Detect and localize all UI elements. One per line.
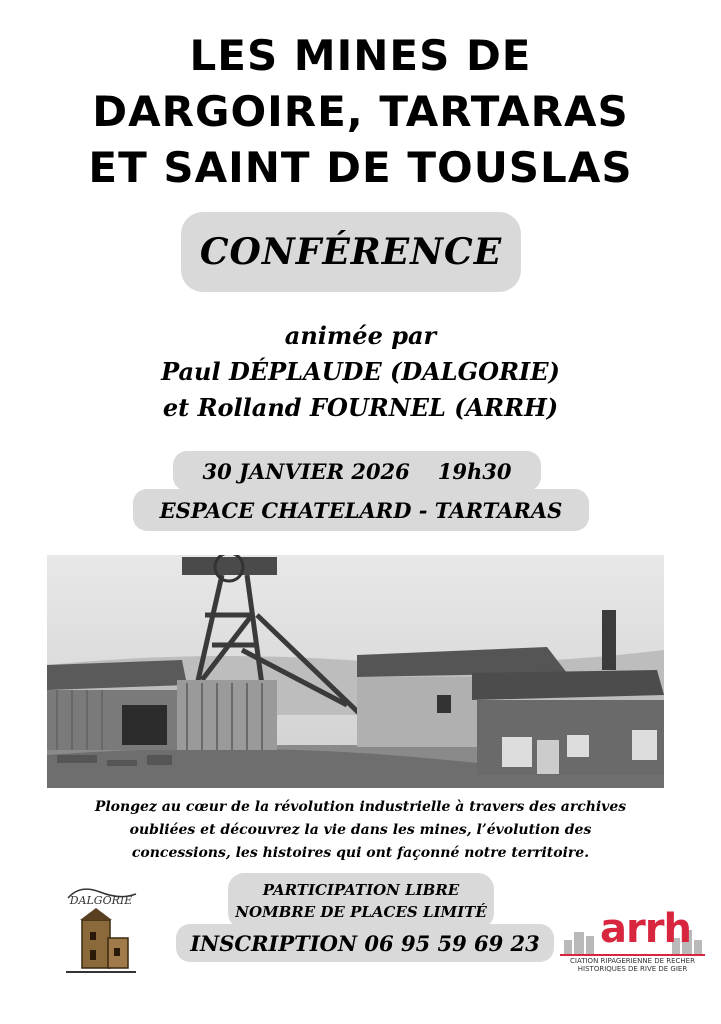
arrh-line-1: CIATION RIPAGERIENNE DE RECHER — [570, 957, 695, 965]
arrh-mark: arrh — [600, 906, 691, 952]
dalgorie-logo-icon — [60, 880, 142, 980]
event-description — [50, 796, 671, 865]
title-line-2: DARGOIRE, TARTARAS — [92, 87, 629, 136]
conference-label: CONFÉRENCE — [199, 231, 503, 273]
conference-badge — [181, 212, 521, 292]
inscription-badge — [176, 924, 554, 962]
description-line-1: Plongez au cœur de la révolution industrielle à travers des archives — [94, 799, 627, 815]
event-place: ESPACE CHATELARD - TARTARAS — [159, 497, 563, 523]
event-date: 30 JANVIER 2026 — [202, 458, 410, 484]
mine-photo — [47, 555, 664, 788]
arrh-logo — [560, 906, 705, 974]
places-limited: NOMBRE DE PLACES LIMITÉ — [235, 903, 487, 921]
date-badge — [173, 451, 541, 491]
participation-free: PARTICIPATION LIBRE — [262, 881, 460, 899]
svg-text:DALGORIE: DALGORIE — [69, 894, 133, 907]
description-line-2: oubliées et découvrez la vie dans les mines, l’évolution des — [129, 822, 592, 838]
inscription-phone: INSCRIPTION 06 95 59 69 23 — [190, 930, 540, 956]
title-line-1: LES MINES DE — [189, 31, 532, 80]
speakers-block — [60, 318, 661, 426]
description-line-3: concessions, les histoires qui ont façonné notre territoire. — [131, 845, 590, 861]
poster-title — [40, 28, 681, 196]
title-line-3: ET SAINT DE TOUSLAS — [88, 143, 633, 192]
arrh-line-2: HISTORIQUES DE RIVE DE GIER — [577, 965, 688, 973]
speaker-2: et Rolland FOURNEL (ARRH) — [162, 393, 559, 422]
place-badge — [133, 489, 589, 531]
speakers-intro: animée par — [284, 321, 437, 350]
participation-badge — [228, 873, 494, 929]
event-time: 19h30 — [437, 458, 512, 484]
speaker-1: Paul DÉPLAUDE (DALGORIE) — [161, 357, 560, 386]
